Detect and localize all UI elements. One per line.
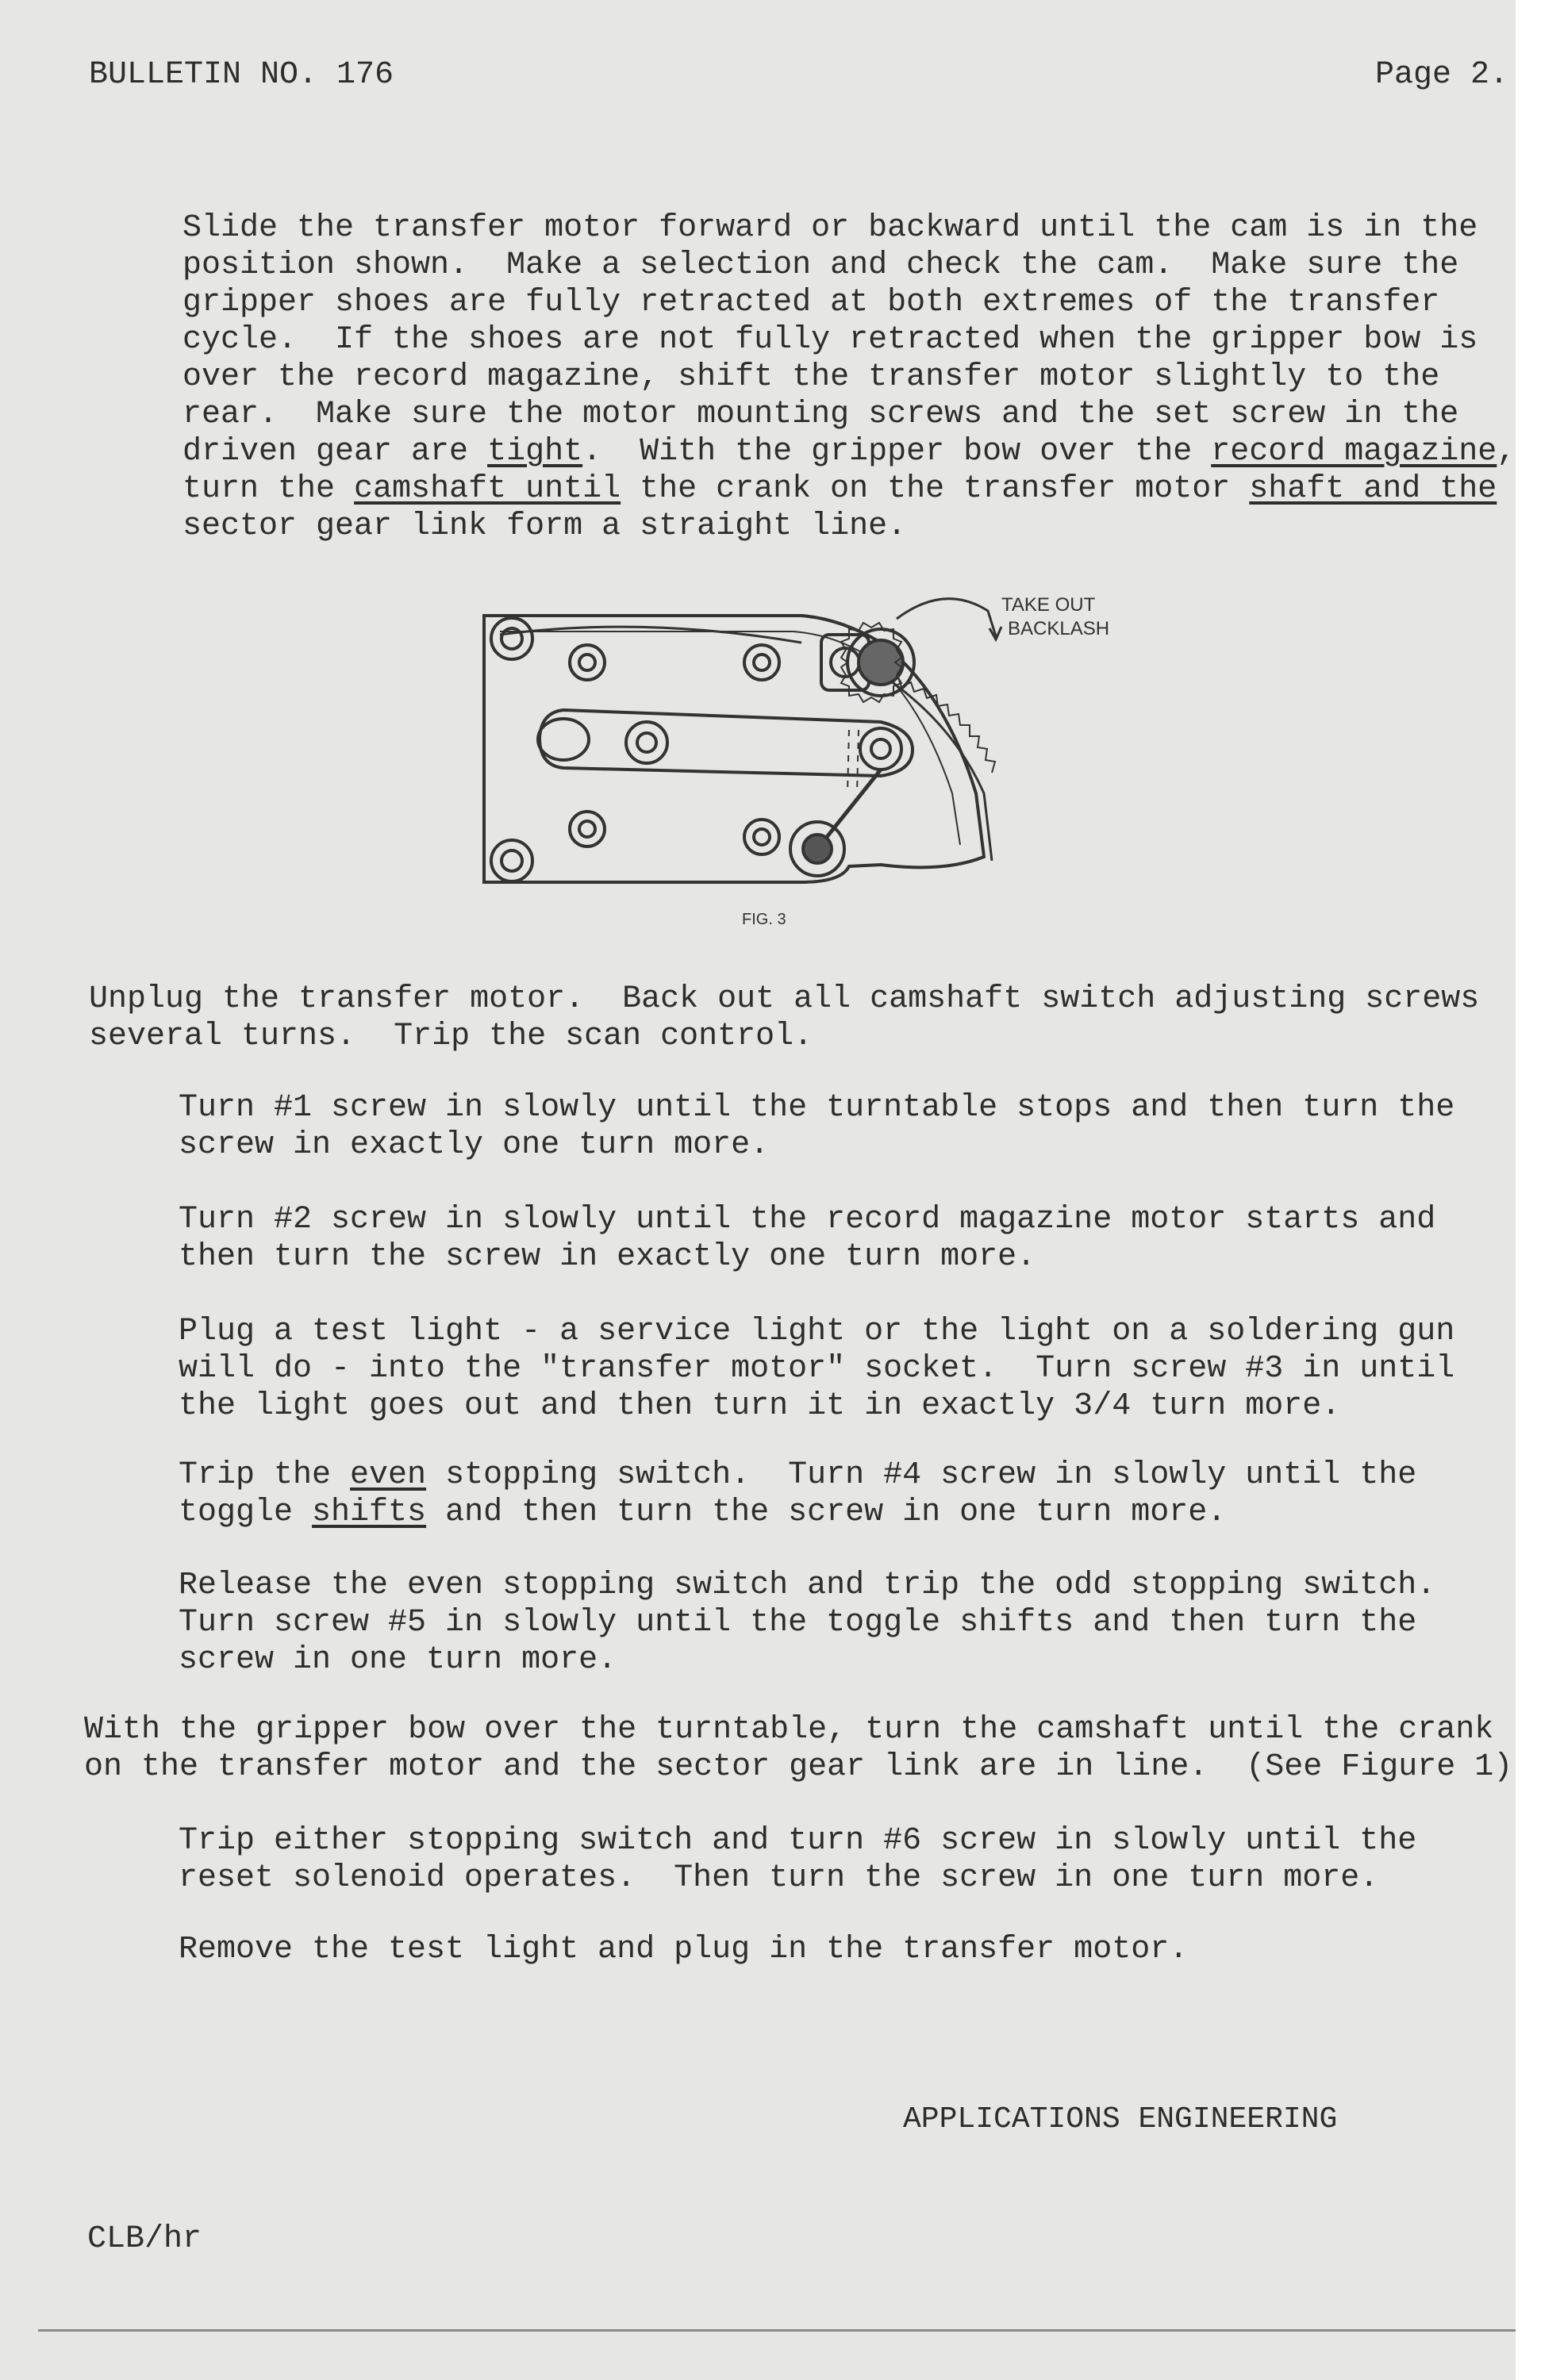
text-line: stopping switch. Turn #4 screw in slowly until the <box>426 1457 1417 1493</box>
text-line: Turn #2 screw in slowly until the record magazine motor starts and <box>179 1202 1436 1238</box>
text-line: screw in one turn more. <box>179 1642 617 1678</box>
text-line: over the record magazine, shift the transfer motor slightly to the <box>183 359 1440 395</box>
text-line: cycle. If the shoes are not fully retracted when the gripper bow is <box>183 322 1478 358</box>
final-step <box>179 1931 1188 1968</box>
screw <box>744 645 779 680</box>
page-margin <box>1516 0 1564 2380</box>
text-line: will do - into the "transfer motor" socket. Turn screw #3 in until <box>179 1351 1455 1387</box>
text-line: Unplug the transfer motor. Back out all camshaft switch adjusting screws <box>89 981 1480 1017</box>
mechanism-diagram <box>468 587 1166 936</box>
step-1 <box>179 1089 1454 1164</box>
crank-link <box>540 710 913 776</box>
text-line: With the gripper bow over the turntable, turn the camshaft until the crank <box>84 1712 1494 1748</box>
gripper-paragraph <box>84 1711 1512 1786</box>
text-line: driven gear are <box>183 434 488 470</box>
text-line: Turn screw #5 in slowly until the toggle shifts and then turn the <box>179 1605 1417 1641</box>
unplug-paragraph <box>89 981 1479 1055</box>
underlined-text: shaft and the <box>1249 471 1497 507</box>
department-signature: APPLICATIONS ENGINEERING <box>903 2102 1338 2136</box>
text-line: position shown. Make a selection and check the cam. Make sure the <box>183 248 1459 283</box>
text-line: rear. Make sure the motor mounting screws and the set screw in the <box>183 397 1459 432</box>
step-3 <box>179 1313 1454 1425</box>
callout-arrow <box>897 599 996 636</box>
step-5 <box>179 1567 1435 1679</box>
text-line: several turns. Trip the scan control. <box>89 1019 813 1054</box>
text-line: Trip either stopping switch and turn #6 screw in slowly until the <box>179 1823 1417 1859</box>
text-line: gripper shoes are fully retracted at both extremes of the transfer <box>183 285 1440 321</box>
text-line: and then turn the screw in one turn more. <box>426 1495 1227 1530</box>
text-line: Plug a test light - a service light or the light on a soldering gun <box>179 1314 1455 1349</box>
figure-caption: FIG. 3 <box>742 911 786 928</box>
callout-label: BACKLASH <box>1008 618 1110 639</box>
step-2 <box>179 1201 1435 1276</box>
text-line: . With the gripper bow over the <box>582 434 1212 470</box>
step-4 <box>179 1457 1416 1531</box>
page-number: Page 2. <box>1374 57 1508 93</box>
text-line: reset solenoid operates. Then turn the screw in one turn more. <box>179 1860 1379 1896</box>
bulletin-number: BULLETIN NO. 176 <box>89 57 394 93</box>
text-line: Release the even stopping switch and trip the odd stopping switch. <box>179 1568 1436 1603</box>
text-line: turn the <box>183 471 355 507</box>
text-line: toggle <box>179 1495 313 1530</box>
text-line: the light goes out and then turn it in exactly 3/4 turn more. <box>179 1388 1341 1424</box>
underlined-text: record magazine <box>1211 434 1497 470</box>
screw <box>744 820 779 854</box>
corner-hole <box>491 840 532 881</box>
screw <box>570 645 605 680</box>
underlined-text: tight <box>487 434 583 470</box>
intro-paragraph <box>183 209 1516 545</box>
text-line: Turn #1 screw in slowly until the turntable stops and then turn the <box>179 1090 1455 1126</box>
text-line: the crank on the transfer motor <box>621 471 1250 507</box>
author-initials: CLB/hr <box>87 2221 202 2257</box>
text-line: then turn the screw in exactly one turn more. <box>179 1239 1036 1275</box>
text-line: Slide the transfer motor forward or backward until the cam is in the <box>183 210 1478 246</box>
underlined-text: even <box>350 1457 427 1493</box>
text-line: , <box>1497 434 1516 470</box>
corner-hole <box>491 618 532 659</box>
callout-label: TAKE OUT <box>1001 594 1096 616</box>
mounting-plate <box>484 616 984 882</box>
text-line: on the transfer motor and the sector gear link are in line. (See Figure 1) <box>84 1749 1513 1785</box>
text-line: Remove the test light and plug in the transfer motor. <box>179 1932 1189 1967</box>
text-line: sector gear link form a straight line. <box>183 509 907 544</box>
bottom-rule <box>38 2329 1516 2332</box>
screw <box>570 812 605 846</box>
underlined-text: camshaft until <box>354 471 621 507</box>
step-6 <box>179 1822 1416 1897</box>
underlined-text: shifts <box>312 1495 427 1530</box>
text-line: Trip the <box>179 1457 351 1493</box>
text-line: screw in exactly one turn more. <box>179 1127 770 1163</box>
